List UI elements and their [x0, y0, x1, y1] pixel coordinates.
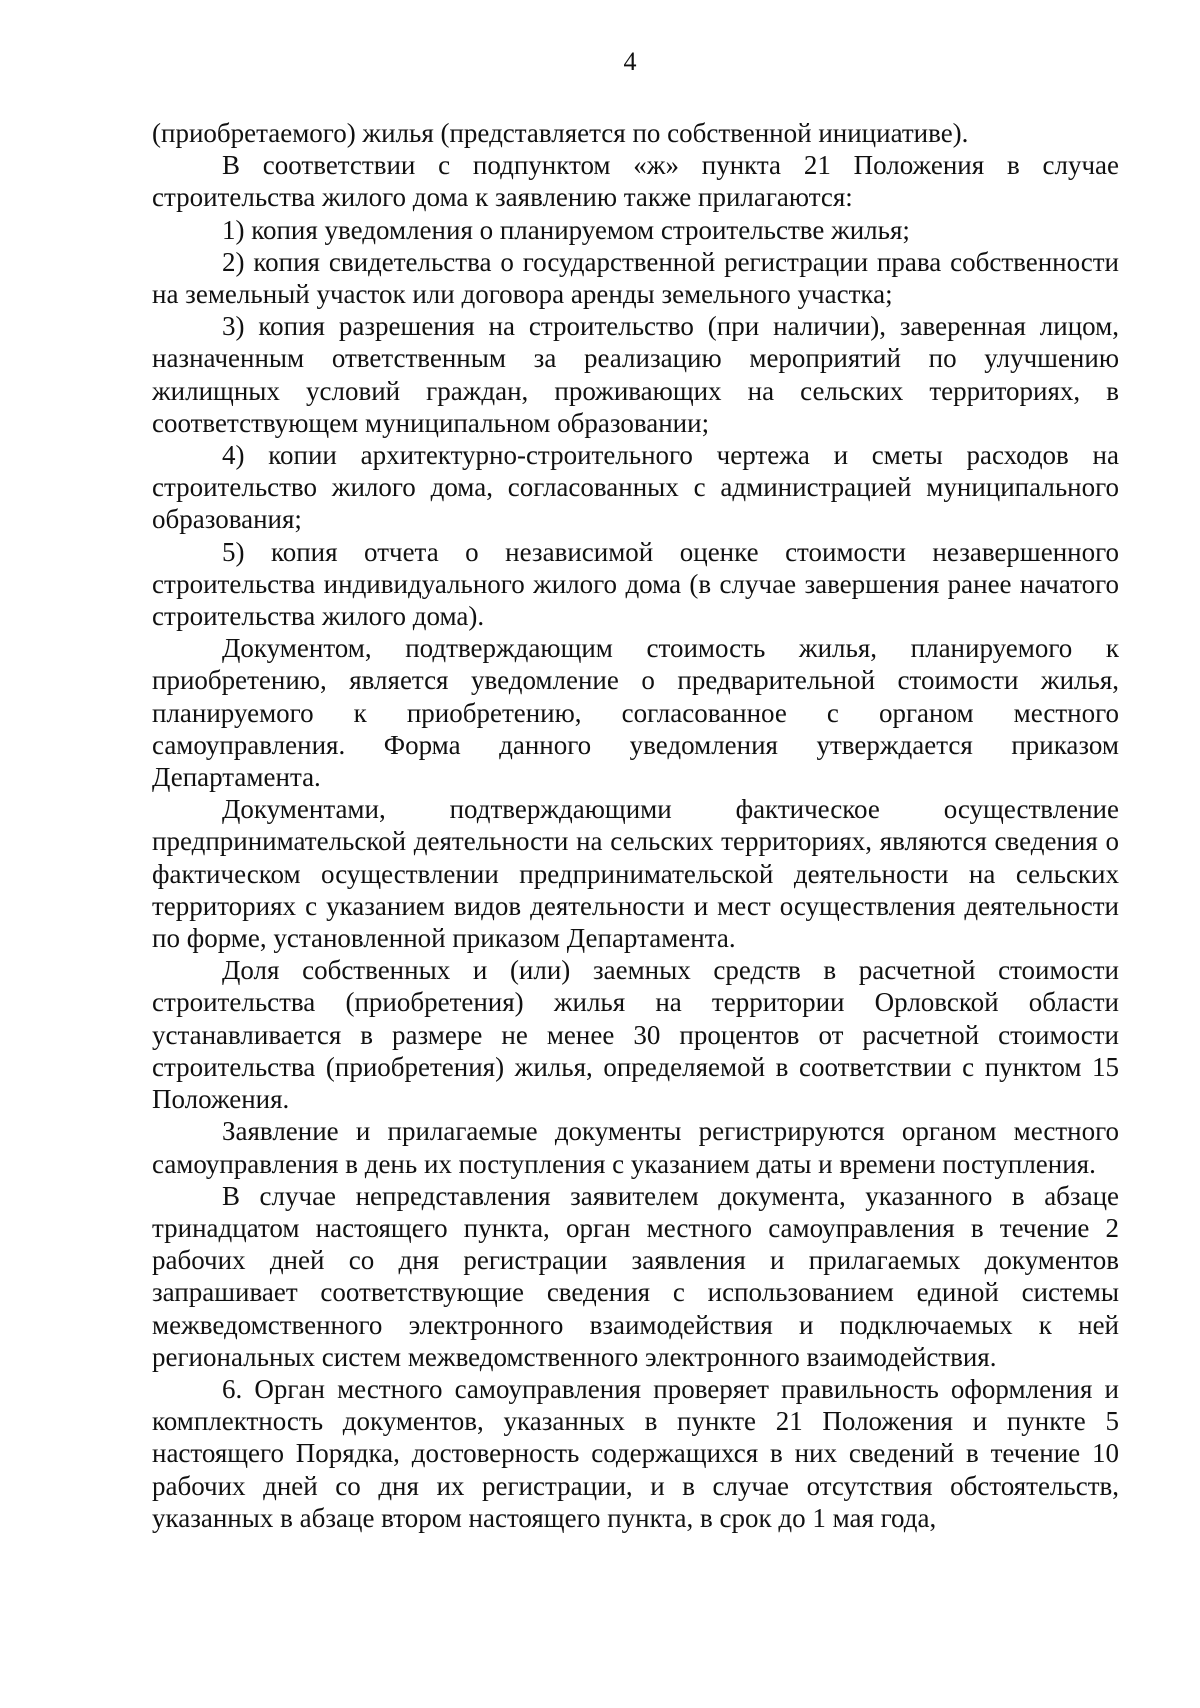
page-number: 4 [623, 47, 637, 76]
paragraph: Документом, подтверждающим стоимость жилья, планируемого к приобретению, является уведомление о предварительной стоимости жилья, планируемого к приобретению, согласованное с органом местного самоуправления. Форма данного уведомления утверждается приказом Департамента. [152, 633, 1119, 793]
list-item: 3) копия разрешения на строительство (при наличии), заверенная лицом, назначенным ответственным за реализацию мероприятий по улучшению жилищных условий граждан, проживающих на сельских территориях, в соответствующем муниципальном образовании; [152, 311, 1119, 438]
paragraph: Документами, подтверждающими фактическое осуществление предпринимательской деятельности на сельских территориях, являются сведения о фактическом осуществлении предпринимательской деятельности на сельских территориях с указанием видов деятельности и мест осуществления деятельности по форме, установленной приказом Департамента. [152, 794, 1119, 954]
list-item: 2) копия свидетельства о государственной регистрации права собственности на земельный участок или договора аренды земельного участка; [152, 246, 1119, 310]
paragraph: (приобретаемого) жилья (представляется по собственной инициативе). [152, 118, 969, 148]
paragraph: Заявление и прилагаемые документы регистрируются органом местного самоуправления в день их поступления с указанием даты и времени поступления. [152, 1116, 1119, 1179]
list-item: 4) копии архитектурно-строительного чертежа и сметы расходов на строительство жилого дома, согласованных с администрацией муниципального образования; [152, 440, 1119, 535]
paragraph: В случае непредставления заявителем документа, указанного в абзаце тринадцатом настоящего пункта, орган местного самоуправления в течение 2 рабочих дней со дня регистрации заявления и прилагаемых документов запрашивает соответствующие сведения с использованием единой системы межведомственного электронного взаимодействия и подключаемых к ней региональных систем межведомственного электронного взаимодействия. [152, 1180, 1119, 1372]
paragraph: В соответствии с подпунктом «ж» пункта 21 Положения в случае строительства жилого дома к заявлению также прилагаются: [152, 150, 1119, 213]
list-item: 1) копия уведомления о планируемом строительстве жилья; [222, 214, 910, 245]
paragraph: 6. Орган местного самоуправления проверяет правильность оформления и комплектность документов, указанных в пункте 21 Положения и пункте 5 настоящего Порядка, достоверность содержащихся в них сведений в течение 10 рабочих дней со дня их регистрации, и в случае отсутствия обстоятельств, указанных в абзаце втором настоящего пункта, в срок до 1 мая года, [152, 1373, 1119, 1533]
document-body [152, 117, 1119, 1534]
paragraph: Доля собственных и (или) заемных средств в расчетной стоимости строительства (приобретения) жилья на территории Орловской области устанавливается в размере не менее 30 процентов от расчетной стоимости строительства (приобретения) жилья, определяемой в соответствии с пунктом 15 Положения. [152, 955, 1119, 1115]
list-item: 5) копия отчета о независимой оценке стоимости незавершенного строительства индивидуального жилого дома (в случае завершения ранее начатого строительства жилого дома). [152, 536, 1119, 632]
